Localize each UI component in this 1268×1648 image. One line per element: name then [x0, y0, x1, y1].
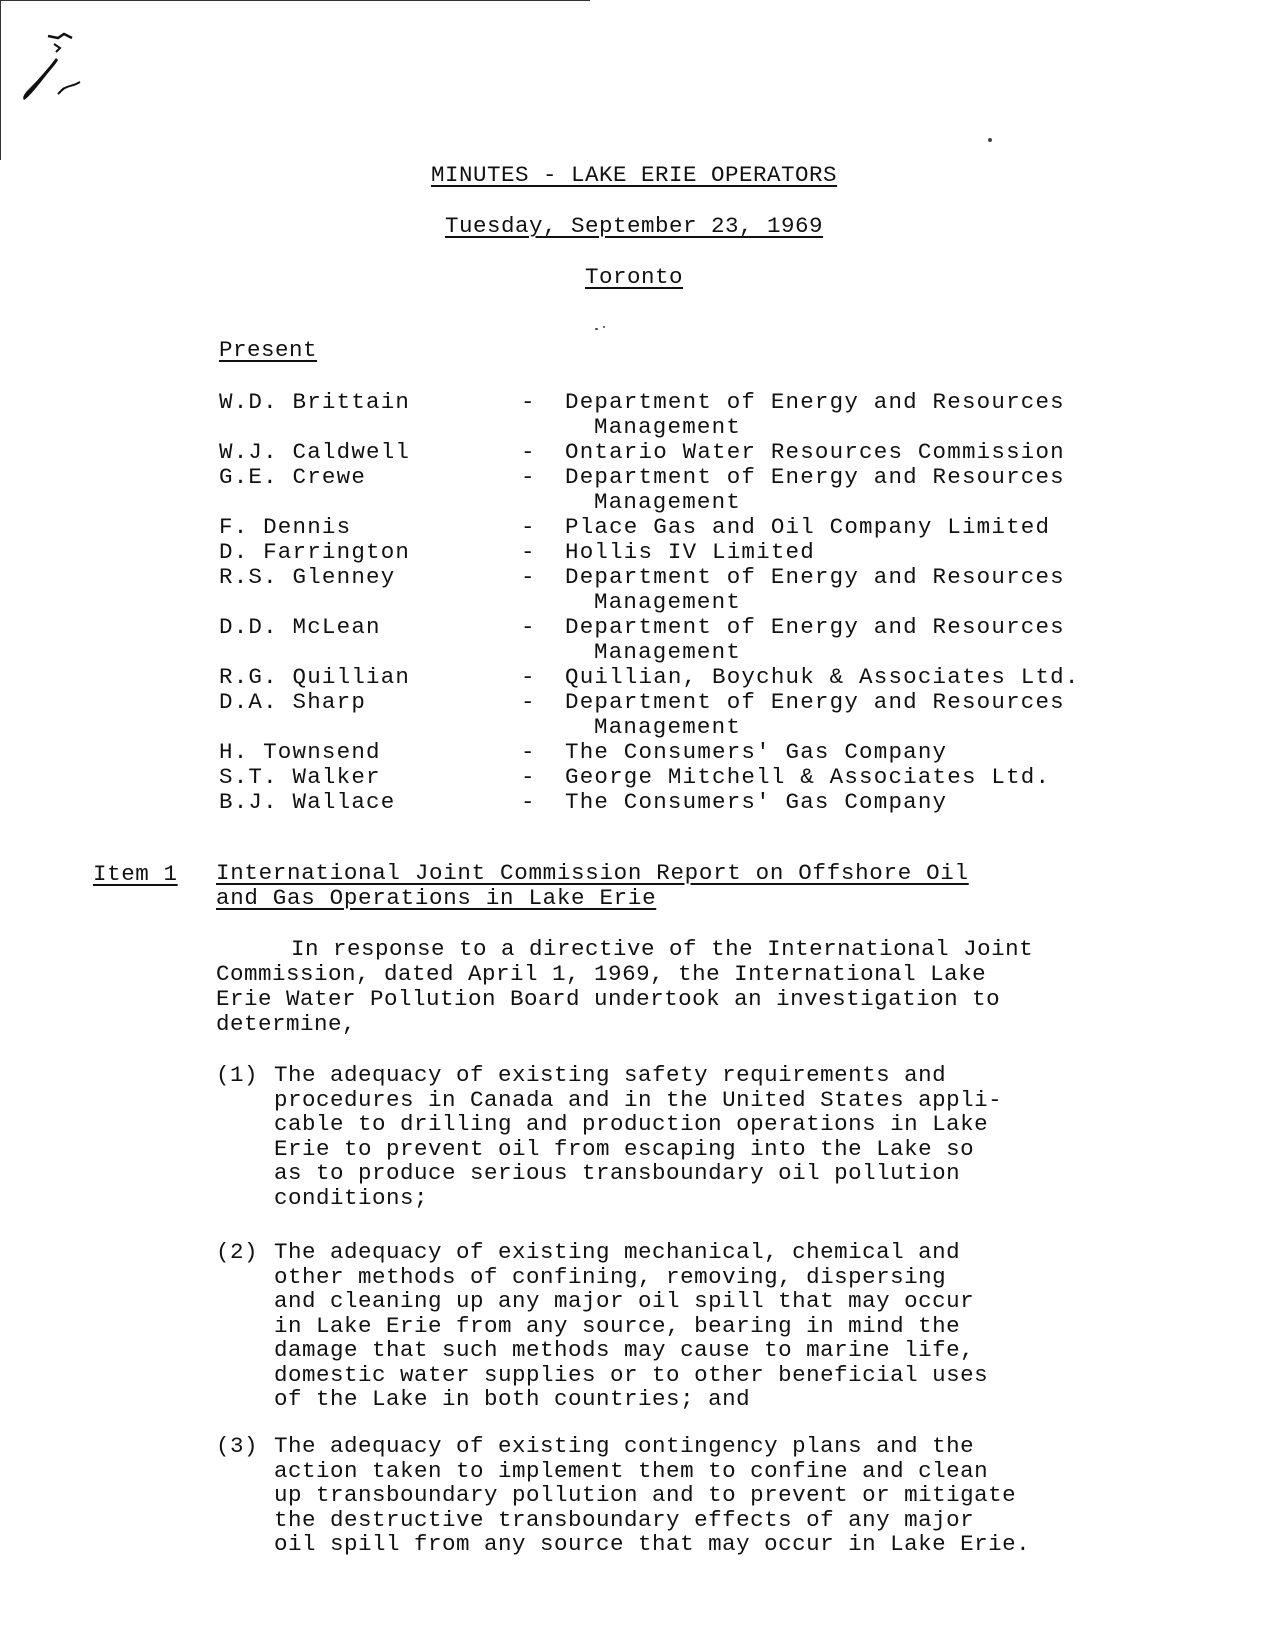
attendee-row	[219, 790, 1119, 815]
attendee-row	[219, 515, 1119, 540]
attendee-separator: -	[521, 739, 536, 765]
scan-border-left	[0, 0, 1, 160]
point-line: cable to drilling and production operations in Lake	[274, 1111, 989, 1137]
organization-line: Department of Energy and Resources	[565, 389, 1065, 415]
point-number: (1)	[216, 1062, 259, 1088]
organization-line: Management	[594, 639, 742, 665]
attendee-organization	[565, 740, 1105, 765]
meeting-location: Toronto	[584, 264, 683, 290]
attendee-organization	[565, 540, 1105, 565]
scan-speck	[988, 138, 992, 142]
point-line: The adequacy of existing mechanical, chemical and	[274, 1239, 961, 1265]
attendee-name: H. Townsend	[219, 739, 381, 765]
organization-line: Department of Energy and Resources	[565, 614, 1065, 640]
attendee-name: B.J. Wallace	[219, 789, 396, 815]
document-title: MINUTES - LAKE ERIE OPERATORS	[430, 162, 838, 188]
attendee-row	[219, 615, 1119, 665]
point-line: domestic water supplies or to other beneficial uses	[274, 1361, 989, 1388]
present-heading: Present	[219, 337, 318, 363]
attendee-row	[219, 740, 1119, 765]
point-line: and cleaning up any major oil spill that may occur	[274, 1288, 975, 1314]
point-line: The adequacy of existing safety requirements and	[274, 1062, 947, 1088]
point-line: action taken to implement them to confine and clean	[274, 1457, 989, 1484]
attendee-separator: -	[521, 464, 536, 490]
attendee-name: W.J. Caldwell	[219, 439, 411, 465]
attendee-row	[219, 390, 1119, 440]
organization-line: Management	[594, 489, 742, 515]
attendee-row	[219, 440, 1119, 465]
attendee-row	[219, 565, 1119, 615]
attendee-organization	[565, 465, 1105, 515]
point-line: damage that such methods may cause to marine life,	[274, 1337, 975, 1363]
organization-line: The Consumers' Gas Company	[565, 739, 948, 765]
paragraph-line: Commission, dated April 1, 1969, the International Lake	[216, 961, 987, 987]
attendee-organization	[565, 615, 1105, 665]
point-line: as to produce serious transboundary oil pollution	[274, 1160, 961, 1186]
attendee-organization	[565, 665, 1105, 690]
point-line: in Lake Erie from any source, bearing in mind the	[274, 1312, 961, 1339]
item-number: Item 1	[93, 861, 178, 887]
organization-line: Management	[594, 589, 742, 615]
attendee-organization	[565, 390, 1105, 440]
point-number: (3)	[216, 1433, 259, 1459]
point-number: (2)	[216, 1239, 259, 1265]
intro-paragraph	[216, 937, 1096, 1037]
organization-line: Management	[594, 414, 742, 440]
attendee-organization	[565, 765, 1105, 790]
attendee-separator: -	[521, 564, 536, 590]
organization-line: George Mitchell & Associates Ltd.	[565, 764, 1051, 790]
attendee-separator: -	[521, 389, 536, 415]
paragraph-line: Erie Water Pollution Board undertook an investigation to	[216, 986, 1001, 1012]
attendee-name: D.A. Sharp	[219, 689, 367, 715]
attendee-row	[219, 765, 1119, 790]
point-line: the destructive transboundary effects of any major	[274, 1506, 975, 1533]
attendee-name: G.E. Crewe	[219, 464, 367, 490]
attendee-organization	[565, 690, 1105, 740]
attendee-separator: -	[521, 789, 536, 815]
organization-line: Department of Energy and Resources	[565, 564, 1065, 590]
item-title-line: and Gas Operations in Lake Erie	[216, 885, 657, 911]
attendee-organization	[565, 790, 1105, 815]
numbered-point	[216, 1434, 1096, 1557]
attendee-name: D.D. McLean	[219, 614, 381, 640]
attendee-row	[219, 665, 1119, 690]
organization-line: Management	[594, 714, 742, 740]
point-line: The adequacy of existing contingency plans and the	[274, 1433, 975, 1459]
point-line: up transboundary pollution and to prevent or mitigate	[274, 1482, 1017, 1508]
attendee-name: R.S. Glenney	[219, 564, 396, 590]
attendee-row	[219, 540, 1119, 565]
paragraph-line: In response to a directive of the International Joint	[291, 936, 1034, 962]
organization-line: Hollis IV Limited	[565, 539, 815, 565]
point-line: of the Lake in both countries; and	[274, 1386, 751, 1412]
organization-line: Department of Energy and Resources	[565, 464, 1065, 490]
organization-line: Ontario Water Resources Commission	[565, 439, 1065, 465]
meeting-date: Tuesday, September 23, 1969	[444, 213, 824, 239]
point-line: procedures in Canada and in the United States appli-	[274, 1086, 1003, 1113]
attendee-row	[219, 690, 1119, 740]
point-line: other methods of confining, removing, dispersing	[274, 1263, 947, 1290]
attendee-name: F. Dennis	[219, 514, 352, 540]
attendee-name: S.T. Walker	[219, 764, 381, 790]
attendee-name: W.D. Brittain	[219, 389, 411, 415]
scan-speck	[603, 326, 605, 328]
organization-line: The Consumers' Gas Company	[565, 789, 948, 815]
attendee-organization	[565, 440, 1105, 465]
pen-mark-icon	[10, 28, 90, 108]
numbered-point	[216, 1240, 1096, 1412]
point-line: Erie to prevent oil from escaping into the Lake so	[274, 1135, 975, 1162]
attendee-list	[219, 390, 1119, 815]
attendee-organization	[565, 515, 1105, 540]
organization-line: Quillian, Boychuk & Associates Ltd.	[565, 664, 1080, 690]
attendee-name: D. Farrington	[219, 539, 411, 565]
attendee-separator: -	[521, 614, 536, 640]
attendee-name: R.G. Quillian	[219, 664, 411, 690]
attendee-separator: -	[521, 539, 536, 565]
attendee-organization	[565, 565, 1105, 615]
point-line: conditions;	[274, 1184, 429, 1211]
numbered-point	[216, 1063, 1096, 1210]
scan-speck	[595, 328, 598, 330]
attendee-separator: -	[521, 764, 536, 790]
item-title	[216, 861, 1036, 911]
organization-line: Department of Energy and Resources	[565, 689, 1065, 715]
attendee-row	[219, 465, 1119, 515]
item-title-line: International Joint Commission Report on Offshore Oil	[216, 860, 969, 886]
point-line: oil spill from any source that may occur in Lake Erie.	[274, 1531, 1031, 1557]
attendee-separator: -	[521, 514, 536, 540]
attendee-separator: -	[521, 689, 536, 715]
attendee-separator: -	[521, 664, 536, 690]
organization-line: Place Gas and Oil Company Limited	[565, 514, 1051, 540]
scan-border-top	[0, 0, 590, 1]
paragraph-line: determine,	[216, 1011, 357, 1037]
attendee-separator: -	[521, 439, 536, 465]
